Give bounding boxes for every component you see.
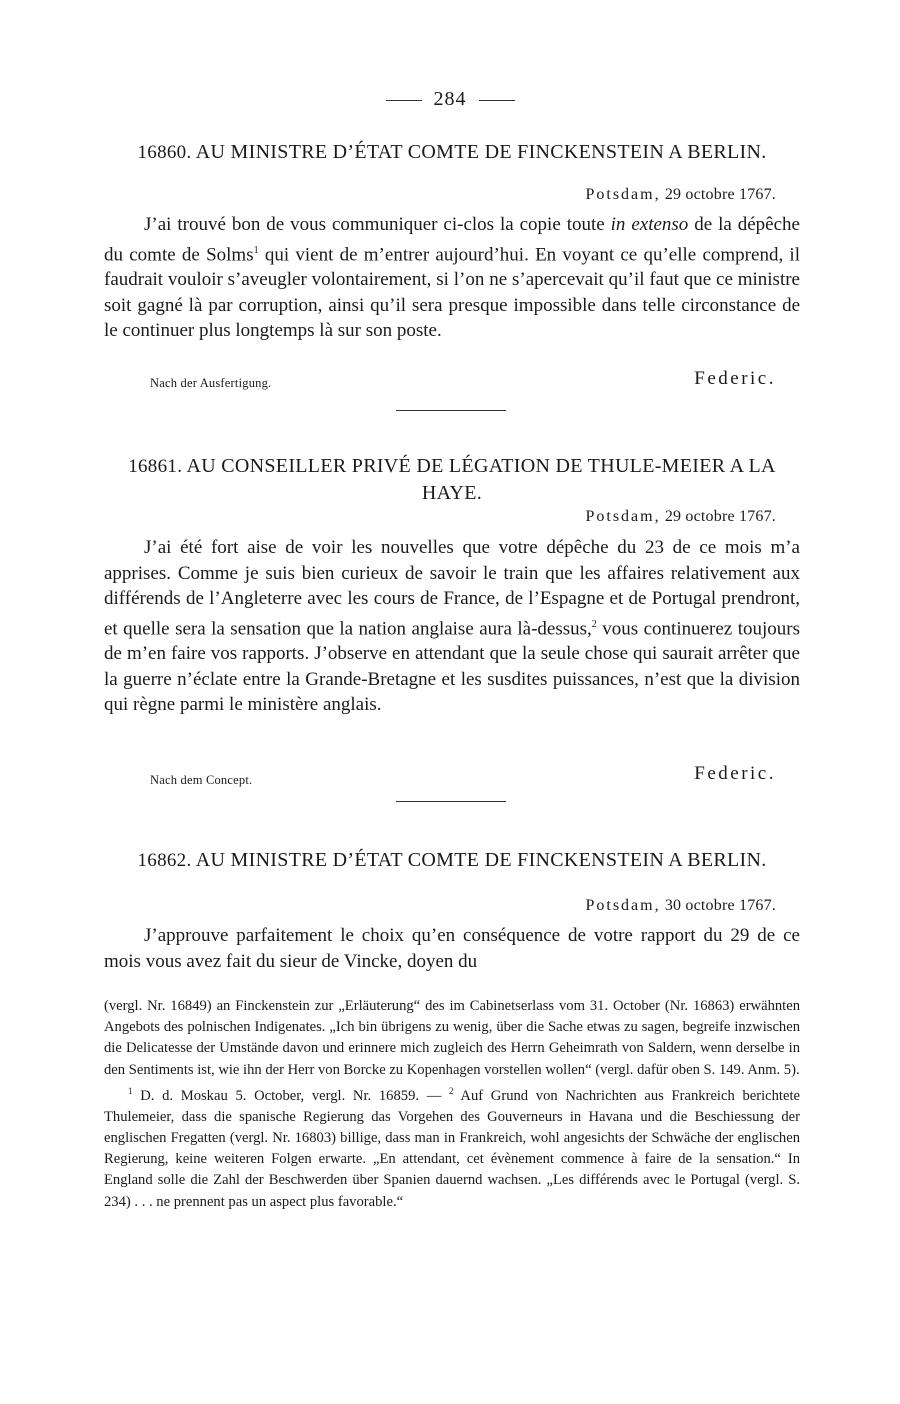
footnote-ref: 2: [591, 618, 597, 630]
letter-text: de la dépêche du comte de Solms: [104, 214, 800, 265]
letter-heading: [104, 847, 800, 874]
letter-dateline: [585, 508, 776, 526]
footnote-continuation: (vergl. Nr. 16849) an Finckenstein zur „Erläuterung“ des im Cabinetserlass vom 31. October (Nr. 16863) erwähnten Angebots des polnischen Indigenates. „Ich bin übrigens zu wenig, über die Sache etwas zu sagen, begreife inzwischen die Delicatesse der Umstände davon und erinnere mich zugleich des Herrn Geheimrath von Saldern, wenn derselbe in den Sentiments ist, wie ihn der Herr von Borcke zu Kopenhagen vorstellen wollen“ (vergl. dafür oben S. 149. Anm. 5).: [104, 998, 800, 1078]
footnote-mark: 1: [128, 1085, 133, 1096]
letter-number: 16862.: [137, 850, 192, 871]
letter-number: 16860.: [137, 142, 192, 163]
letter-text-italic: in extenso: [610, 214, 689, 235]
letter-text: qui vient de m’entrer aujourd’hui. En voyant ce qu’elle comprend, il faudrait vouloir s’aveugler volontairement, si l’on ne s’apercevait qu’il faut que ce ministre soit gagné là par corruption, ainsi qu’il sera presque impossible dans telle circonstance de le continuer plus longtemps là sur son poste.: [104, 243, 800, 342]
letter-dateline: [585, 186, 776, 204]
letter-title: AU MINISTRE D’ÉTAT COMTE DE FINCKENSTEIN A BERLIN.: [195, 849, 767, 871]
page-number-text: 284: [433, 88, 467, 110]
letter-place: Potsdam,: [585, 186, 661, 203]
letter-text: J’ai trouvé bon de vous communiquer ci-clos la copie toute: [144, 214, 611, 235]
footnote-2: Auf Grund von Nachrichten aus Frankreich berichtete Thulemeier, dass die spanische Regierung das Vorgehen des Gouverneurs in Havana und die Beschiessung der englischen Fregatten (vergl. Nr. 16803) billige, dass man in Frankreich, wohl angesichts der Schwäche der englischen Regierung, keine weiteren Folgen erwarte. „En attendant, cet évènement commence à faire de la sensation.“ In England solle die Zahl der Beschwerden über Spanien dauernd wachsen. „Les différends avec le Portugal (vergl. S. 234) . . . ne prennent pas un aspect plus favorable.“: [104, 1087, 800, 1210]
letter-body: [104, 212, 800, 344]
letter-source: Nach der Ausfertigung.: [150, 376, 272, 390]
letter-signature: Federic.: [694, 368, 776, 389]
letter-date: 29 octobre 1767.: [664, 508, 776, 525]
section-divider: [396, 410, 506, 411]
page-number: [0, 88, 900, 111]
footnote-mark: 2: [449, 1085, 454, 1096]
footnotes: [104, 996, 800, 1213]
letter-dateline: [585, 897, 776, 915]
letter-date: 30 octobre 1767.: [664, 897, 776, 914]
letter-date: 29 octobre 1767.: [664, 186, 776, 203]
letter-source: Nach dem Concept.: [150, 773, 253, 787]
footnote-ref: 1: [253, 244, 259, 256]
letter-signature: Federic.: [694, 763, 776, 784]
letter-text: J’ai été fort aise de voir les nouvelles que votre dépêche du 23 de ce mois m’a apprises. Comme je suis bien curieux de savoir le train que les affaires relativement aux différends de l’Angleterre avec les cours de France, de l’Espagne et de Portugal prendront, et quelle sera la sensation que la nation anglaise aura là-dessus,: [104, 537, 800, 639]
page-number-dash-right: [479, 100, 515, 101]
letter-text: J’approuve parfaitement le choix qu’en conséquence de votre rapport du 29 de ce mois vous avez fait du sieur de Vincke, doyen du: [104, 925, 800, 972]
footnote-line: [104, 1081, 800, 1213]
footnote-1: D. d. Moskau 5. October, vergl. Nr. 16859. —: [132, 1087, 450, 1104]
letter-text: vous continuerez toujours de m’en faire vos rapports. J’observe en attendant que la seule chose qui saurait arrêter que la guerre n’éclate entre la Grande-Bretagne et les susdites puissances, n’est que la division qui règne parmi le ministère anglais.: [104, 617, 800, 716]
letter-title: AU MINISTRE D’ÉTAT COMTE DE FINCKENSTEIN A BERLIN.: [195, 141, 767, 163]
letter-heading: [104, 453, 800, 506]
page-number-dash-left: [386, 100, 422, 101]
letter-body: [104, 923, 800, 974]
section-divider: [396, 801, 506, 802]
letter-body: [104, 535, 800, 718]
letter-title: AU CONSEILLER PRIVÉ DE LÉGATION DE THULE-MEIER A LA HAYE.: [186, 455, 776, 504]
letter-place: Potsdam,: [585, 897, 661, 914]
letter-number: 16861.: [128, 456, 183, 477]
letter-place: Potsdam,: [585, 508, 661, 525]
letter-heading: [104, 139, 800, 166]
